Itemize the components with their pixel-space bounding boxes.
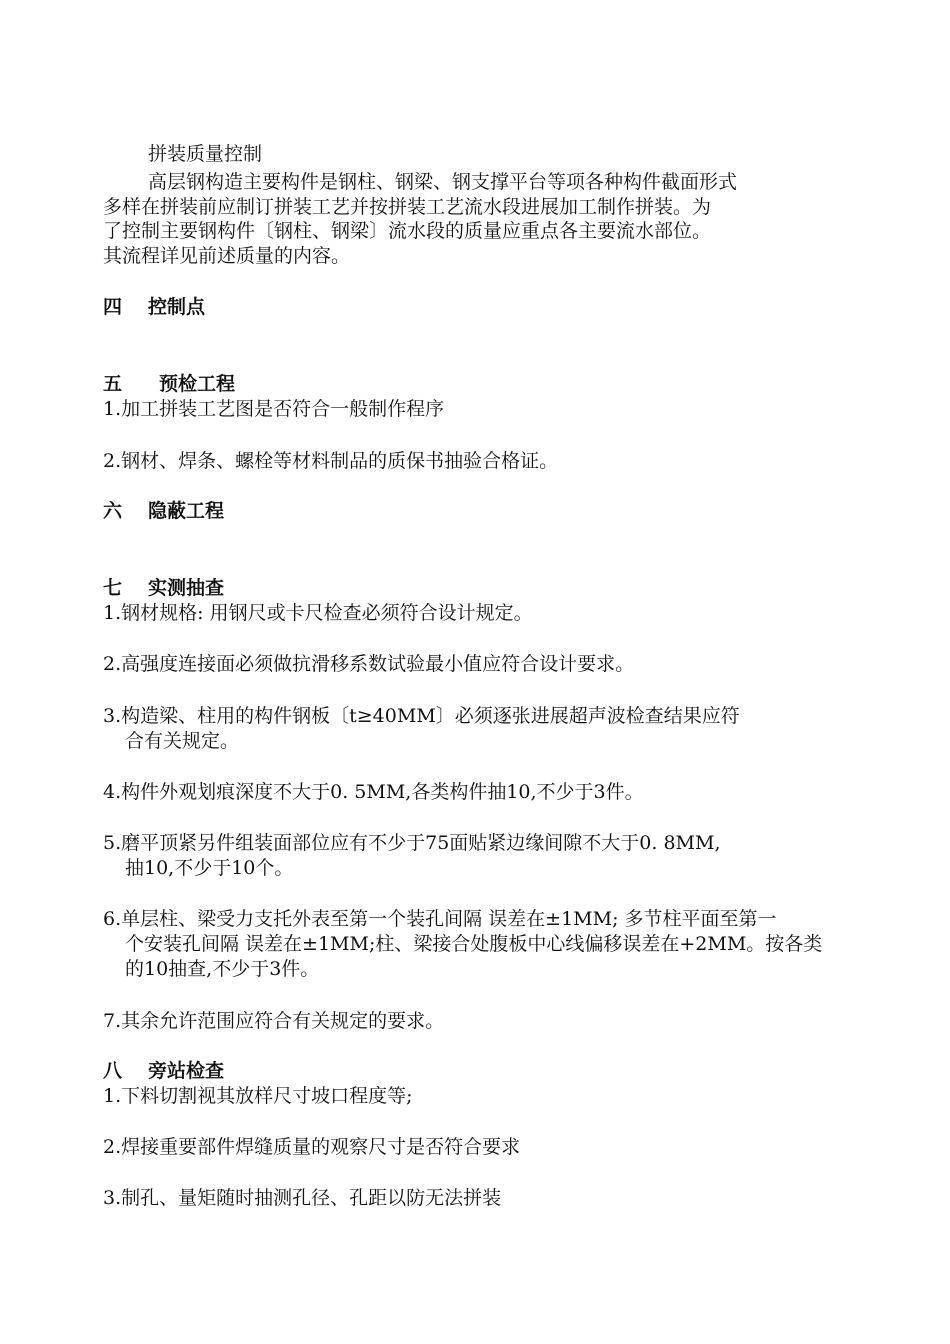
intro-paragraph-line: 了控制主要钢构件〔钢柱、钢梁〕流水段的质量应重点各主要流水部位。 [103,220,712,242]
list-item-continuation: 个安装孔间隔 误差在±1MM;柱、梁接合处腹板中心线偏移误差在+2MM。按各类 [125,933,823,955]
list-item: 5.磨平顶紧另件组装面部位应有不少于75面贴紧边缘间隙不大于0. 8MM, [103,832,721,854]
section-heading-8 [103,1059,224,1083]
list-item: 3.构造梁、柱用的构件钢板〔t≥40MM〕必须逐张进展超声波检查结果应符 [103,705,740,727]
section-title: 预检工程 [159,373,236,395]
list-item-continuation: 抽10,不少于10个。 [125,857,294,879]
list-item: 1.下料切割视其放样尺寸坡口程度等; [103,1085,413,1107]
list-item: 1.钢材规格: 用钢尺或卡尺检查必须符合设计规定。 [103,602,533,624]
intro-paragraph-line: 高层钢构造主要构件是钢柱、钢梁、钢支撑平台等项各种构件截面形式 [148,171,738,193]
list-item-continuation: 的10抽查,不少于3件。 [125,958,320,980]
section-heading-7 [103,576,224,600]
section-number: 六 [103,500,123,522]
list-item: 1.加工拼装工艺图是否符合一般制作程序 [103,398,445,420]
section-title: 旁站检查 [148,1060,225,1082]
list-item: 2.焊接重要部件焊缝质量的观察尺寸是否符合要求 [103,1136,521,1158]
section-number: 八 [103,1060,123,1082]
intro-paragraph-line: 其流程详见前述质量的内容。 [103,245,351,267]
list-item: 7.其余允许范围应符合有关规定的要求。 [103,1010,445,1032]
intro-title: 拼装质量控制 [148,143,263,165]
list-item: 4.构件外观划痕深度不大于0. 5MM,各类构件抽10,不少于3件。 [103,781,644,803]
list-item: 3.制孔、量矩随时抽测孔径、孔距以防无法拼装 [103,1187,502,1209]
section-number: 四 [103,296,123,318]
intro-paragraph-line: 多样在拼装前应制订拼装工艺并按拼装工艺流水段进展加工制作拼装。为 [103,196,712,218]
section-number: 五 [103,373,123,395]
list-item: 2.钢材、焊条、螺栓等材料制品的质保书抽验合格证。 [103,450,559,472]
list-item-continuation: 合有关规定。 [125,730,240,752]
section-heading-6 [103,499,224,523]
section-number: 七 [103,577,123,599]
list-item: 6.单层柱、梁受力支托外表至第一个装孔间隔 误差在±1MM; 多节柱平面至第一 [103,908,777,930]
list-item: 2.高强度连接面必须做抗滑移系数试验最小值应符合设计要求。 [103,653,635,675]
section-title: 控制点 [148,296,206,318]
section-title: 实测抽查 [148,577,225,599]
section-heading-5 [103,372,235,396]
section-heading-4 [103,295,205,319]
section-title: 隐蔽工程 [148,500,225,522]
